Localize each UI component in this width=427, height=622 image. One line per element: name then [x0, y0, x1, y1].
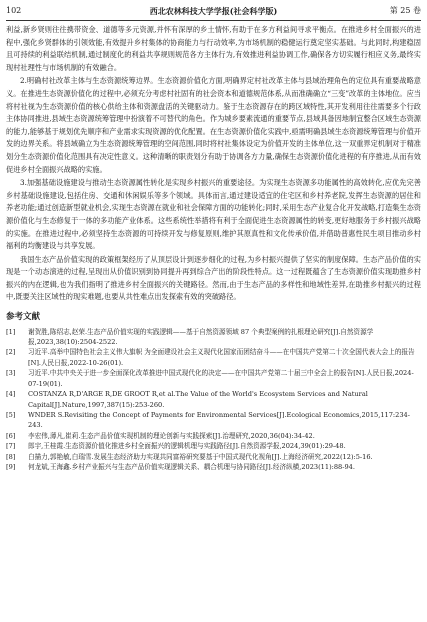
reference-item — [6, 389, 421, 410]
reference-item — [6, 368, 421, 389]
reference-number: [3] — [6, 369, 16, 378]
header-rule — [6, 20, 421, 21]
reference-number: [8] — [6, 452, 16, 461]
reference-text: 谢贺胜,陈绍志,赵荣.生态产品价值实现的实践逻辑——基于自然资源领域 87 个典型案例的扎根理论研究[J].自然资源学报,2023,38(10):2504-2522. — [28, 327, 374, 347]
reference-item — [6, 441, 421, 451]
reference-item — [6, 410, 421, 431]
reference-text: WNDER S.Revisiting the Concept of Payments for Environmental Services[J].Ecological Economics,2015,117:234-243. — [28, 410, 410, 430]
reference-item — [6, 327, 421, 348]
reference-number: [9] — [6, 462, 16, 471]
page-number: 102 — [6, 6, 22, 15]
reference-number: [2] — [6, 348, 16, 357]
volume-label: 第 25 卷 — [389, 6, 421, 15]
running-header — [6, 4, 421, 18]
reference-number: [4] — [6, 390, 16, 399]
article-body — [6, 24, 421, 472]
reference-item — [6, 347, 421, 368]
reference-number: [1] — [6, 327, 16, 336]
reference-text: 郎宇,王桂霞.生态资源价值化推进乡村全面振兴的逻辑机理与实践路径[J].自然资源学报,2024,39(01):29-48. — [28, 442, 346, 451]
reference-item — [6, 431, 421, 441]
reference-item — [6, 462, 421, 472]
reference-text: 李宏伟,薄凡,崔莉.生态产品价值实现机制的理论创新与实践探索[J].治理研究,2020,36(04):34-42. — [28, 431, 315, 440]
reference-text: 习近平.中共中央关于进一步全面深化改革推进中国式现代化的决定——在中国共产党第二十届三中全会上的报告[N].人民日报,2024-07-19(01). — [28, 369, 414, 388]
reference-item — [6, 452, 421, 462]
reference-text: 习近平.高举中国特色社会主义伟大旗帜 为全面建设社会主义现代化国家而团结奋斗——在中国共产党第二十次全国代表大会上的报告[N].人民日报,2022-10-26(01). — [28, 348, 415, 367]
paragraph: 利益,新乡贤则往往携带资金、道德等多元资源,并怀有深厚的乡土情怀,有助于在多方利益间寻求平衡点。在推进乡村全面振兴的进程中,强化乡贤群体的引领效能,有效提升乡村集体的协商能力与行动效率,为市场机制的稳健运行奠定坚实基础。与此同时,构建稳固且可持续的利益联结机制,通过制度化的利益共享规则规范各方主体行为,有效推进利益协调工作,确保各方切实履行相应义务,最终实现村社理性与市场机制的有效融合。 — [6, 25, 421, 72]
reference-text: 何龙斌,王海鑫.乡村产业振兴与生态产品价值实现逻辑关系、耦合机理与协同路径[J].经济纵横,2023(11):88-94. — [28, 462, 355, 471]
reference-list — [6, 327, 421, 473]
reference-number: [5] — [6, 410, 16, 419]
reference-text: 白描力,郭艳敏,白瑞雪.发展生态经济助力实现共同富裕研究要基于中国式现代化视角[J].上海经济研究,2022(12):5-16. — [28, 452, 373, 461]
paragraph: 我国生态产品价值实现的政策框架经历了从顶层设计到逐步细化的过程,为乡村振兴提供了坚实的制度保障。生态产品价值的实现是一个动态演进的过程,呈现出从价值识别到协同提升再到综合产出的阶段性特点。这一过程既蕴含了生态资源价值实现助推乡村振兴的内在逻辑,也为我们指明了推进乡村全面振兴的关键路径。然而,由于生态产品的多样性和地域性差异,在助推乡村振兴的过程中,既要关注区域性的现实难题,也要从共性难点出发探索有效的突破路径。 — [6, 254, 421, 302]
references-heading: 参考文献 — [6, 312, 41, 323]
paragraph: 2.明确村社改革主体与生态资源统筹边界。生态资源价值化方面,明确界定村社改革主体与县域治理角色的定位具有重要战略意义。在推进生态资源价值化的过程中,必须充分考虑村社固有的社会资本和道德规范体系,从而准确确立“三变”改革的主体地位。应当将村社视为生态资源价值的核心供给主体和资源盘活的关键驱动力。鉴于生态资源存在的跨区域特性,其开发利用往往需要多个行政主体协同推进,县域生态资源统筹管理中扮演着不可替代的角色。作为城乡要素流通的重要节点,县域具备因地制宜整合区域生态资源的能力,能够基于规划优先顺序和产业需求实现资源的优化配置。在生态资源价值化实践中,亟需明确县域生态资源统筹管理与价值开发的边界关系。将县域确立为生态资源统筹管理的空间范围,同时将村社集体设定为价值开发的主体单位,这一双重界定机制对于精准划分生态资源价值化范围具有决定性意义。这种清晰的职责划分有助于协调各方力量,确保生态资源价值化进程的有序推进,从而有效促进乡村全面振兴战略的实施。 — [6, 76, 421, 174]
reference-text: COSTANZA R,D'ARGE R,DE GROOT R,et al.The Value of the World's Ecosystem Services and Natural Capital[J].Nature,1997,387(15):253-260. — [28, 390, 368, 409]
paragraph: 3.加强基础设施建设与推动生态资源属性转化是实现乡村振兴的重要途径。为实现生态资源多功能属性的高效转化,应优先完善乡村基础设施建设,包括住房、交通和休闲娱乐等多个领域。具体而言,通过建设适宜的住宅区和乡村养老院,发挥生态资源的居住和养老功能;通过创造新型就业机会,实现生态资源在就业和社会保障方面的功能转化;同时,采用生态产业复合化开发战略,打造集生态资源价值化与生态修复于一体的多功能产业体系。这些系统性举措将有利于全面促进生态资源属性的转变,更好地服务于乡村振兴战略的实施。在推进过程中,必须坚持生态资源的可持续开发与修复原则,维护其原真性和文化传承价值,并借助普惠性民生项目推动乡村福利的均衡建设与共享发展。 — [6, 178, 421, 251]
reference-number: [7] — [6, 442, 16, 451]
journal-name: 西北农林科技大学学报(社会科学版) — [149, 6, 278, 16]
reference-number: [6] — [6, 431, 16, 440]
